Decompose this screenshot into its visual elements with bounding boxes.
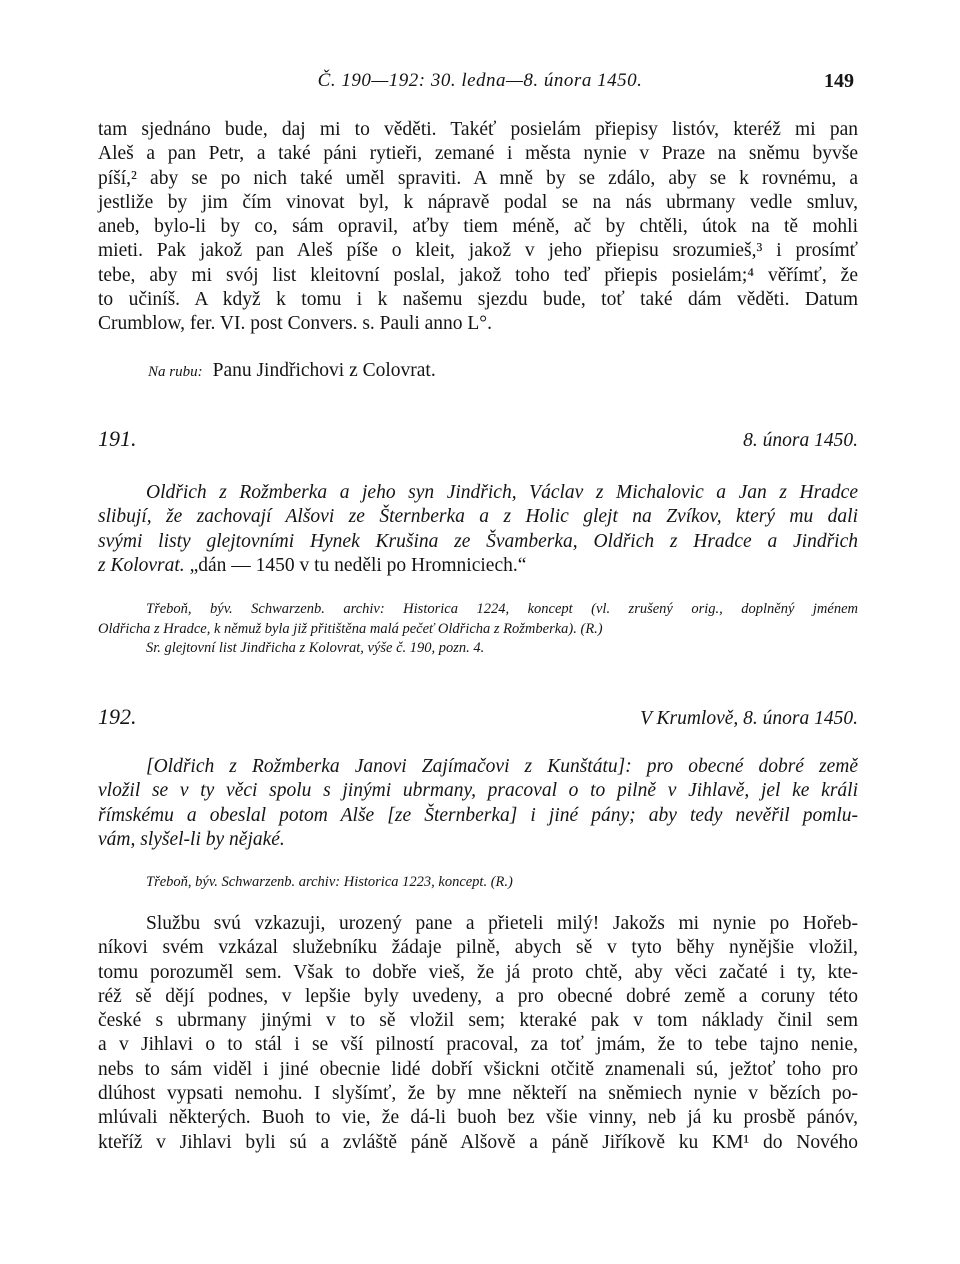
text-line: nebs to sám viděl i jiné obecnie lidé dobří všickni otčitě znamenali sú, ježtoť toho pro <box>98 1058 858 1080</box>
doc-number: 192. <box>98 704 137 729</box>
running-title: Č. 190—192: 30. ledna—8. února 1450. <box>317 70 643 91</box>
text-line: tam sjednáno bude, daj mi to věděti. Takéť posielám přiepisy listóv, kteréž mi pan <box>98 119 858 140</box>
text-line: aneb, bylo-li by co, sám opravil, aťby tiem méně, ač by chtěli, útok na tě mohli <box>98 216 858 238</box>
text-line: níkovi svém vzkázal služebníku žádaje pilně, abych sě v tyto běhy nynějšie vložil, <box>98 937 858 959</box>
doc-191-notes <box>98 600 858 659</box>
endorsement-text: Panu Jindřichovi z Colovrat. <box>212 360 436 381</box>
continuation-text <box>98 118 858 337</box>
running-header <box>0 70 960 96</box>
text-line: a v Jihlavi o to stál i se vší pilností pracoval, za toť jmám, že to tebe tajno nenie, <box>98 1034 858 1056</box>
text-line: Crumblow, fer. VI. post Convers. s. Pauli anno L°. <box>98 313 492 335</box>
doc-date: V Krumlově, 8. února 1450. <box>640 708 858 729</box>
text-line: tomu porozuměl sem. Však to dobře vieš, že já proto chtě, aby věci začaté i ty, kte- <box>98 961 858 983</box>
text-line: mlúvali některých. Buoh to vie, že dá-li buoh bez všie vinny, neb já ku prosbě pánóv, <box>98 1107 858 1129</box>
text-line: Aleš a pan Petr, a také páni rytieři, zemané i města nynie v Praze na sněmu byvše <box>98 143 858 165</box>
endorsement <box>148 360 436 382</box>
text-line: dlúhost vypsati nemohu. I slyšímť, že by mne někteří na sněmiech nynie v bězích po- <box>98 1083 858 1105</box>
doc-192-text <box>98 912 858 1155</box>
regest-quote: „dán — 1450 v tu neděli po Hromniciech.“ <box>184 554 527 576</box>
doc-number: 191. <box>98 426 137 451</box>
text-line: české s ubrmany jinými v to sě vložil sem; kteraké pak v tom náklady činil sem <box>98 1010 858 1032</box>
text-line: kteříž v Jihlavi byli sú a zvláště páně Alšově a páně Jiříkově ku KM¹ do Nového <box>98 1131 858 1153</box>
doc-192-note <box>98 873 858 893</box>
text-line: mieti. Pak jakož pan Aleš píše o kleit, jakož v jeho přiepisu srozumieš,³ i prosímť <box>98 240 858 262</box>
doc-191-heading <box>98 424 858 452</box>
text-line: jestliže by jim čím vinovat byl, k nápravě podal se na nás ubrmany vedle smluv, <box>98 191 858 213</box>
text-line: to učiníš. A když k tomu i k našemu sjezdu bude, toť také dám věděti. Datum <box>98 289 858 311</box>
regest-line: Oldřich z Rožmberka a jeho syn Jindřich, Václav z Michalovic a Jan z Hradce <box>146 482 858 503</box>
endorsement-label: Na rubu: <box>148 364 203 380</box>
note-line: Oldřicha z Hradce, k němuž byla již přitištěna malá pečeť Oldřicha z Rožmberka). (R.) <box>98 620 603 637</box>
regest-italic: z Kolovrat. <box>98 554 185 576</box>
doc-192-regest <box>98 755 858 852</box>
page-number: 149 <box>824 70 854 92</box>
text-line: réž sě dějí podnes, v lepšie byly uvedeny, a pro obecné dobré země a coruny této <box>98 985 858 1007</box>
regest-line: [Oldřich z Rožmberka Janovi Zajímačovi z Kunštátu]: pro obecné dobré země <box>146 756 858 777</box>
regest-line: slibují, že zachovají Alšovi ze Šternberka a z Holic glejt na Zvíkov, který mu dali <box>98 506 858 528</box>
note-line: Třeboň, býv. Schwarzenb. archiv: Historica 1224, koncept (vl. zrušený orig., doplněný jménem <box>146 601 858 617</box>
regest-line: vám, slyšel-li by nějaké. <box>98 828 285 850</box>
doc-192-heading <box>98 702 858 730</box>
text-line: tebe, aby mi svój list kleitovní poslal, jakož toho teď přiepis posielám;⁴ věřímť, že <box>98 264 858 286</box>
regest-line: svými listy glejtovními Hynek Krušina ze Švamberka, Oldřich z Hradce a Jindřich <box>98 530 858 552</box>
note-line: Sr. glejtovní list Jindřicha z Kolovrat, výše č. 190, pozn. 4. <box>146 640 485 656</box>
regest-line: vložil se v ty věci spolu s jinými ubrmany, pracoval o to pilně v Jihlavě, jel ke králi <box>98 780 858 802</box>
regest-line <box>98 554 858 578</box>
doc-date: 8. února 1450. <box>743 430 858 451</box>
text-line: píší,² aby se po nich také uměl spraviti. A mně by se zdálo, aby se k rovnému, a <box>98 167 858 189</box>
note-line: Třeboň, býv. Schwarzenb. archiv: Historica 1223, koncept. (R.) <box>146 874 513 890</box>
doc-191-regest <box>98 481 858 578</box>
text-line: Službu svú vzkazuji, urozený pane a přieteli milý! Jakožs mi nynie po Hořeb- <box>146 913 858 934</box>
regest-line: římskému a obeslal potom Alše [ze Šternberka] i jiné pány; aby tedy nevěřil pomlu- <box>98 804 858 826</box>
